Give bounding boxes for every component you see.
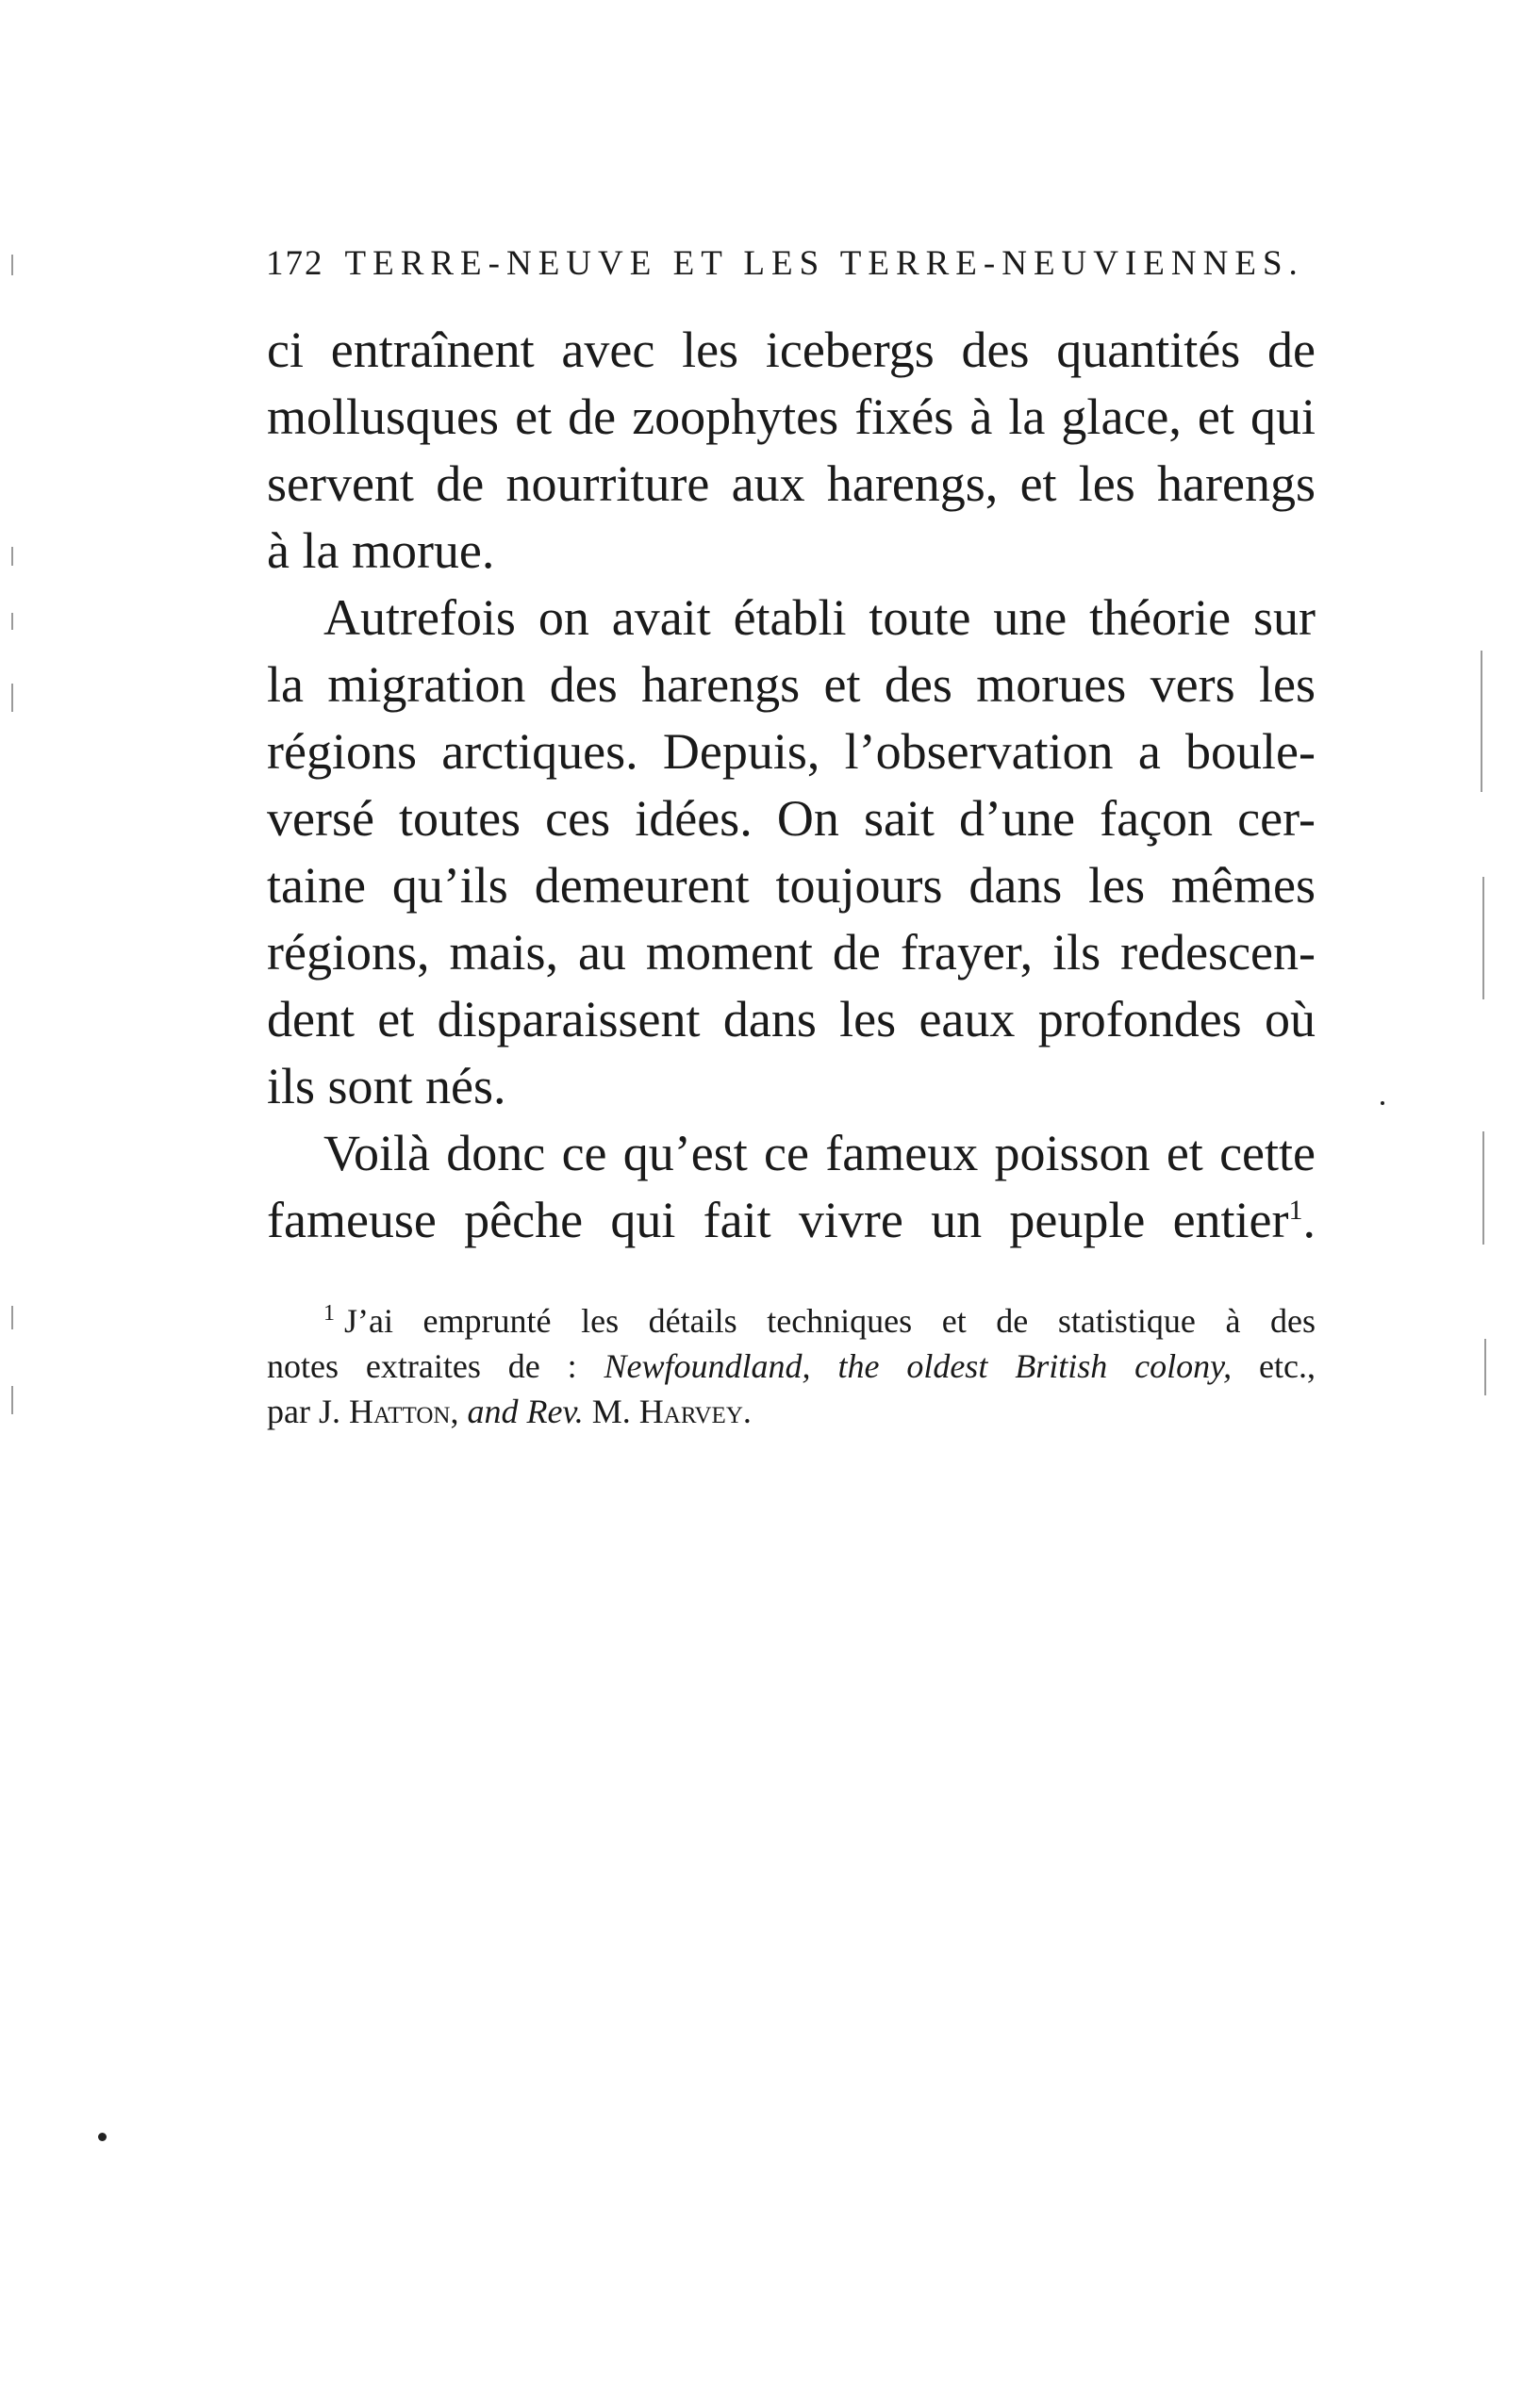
text-line: régions, mais, au moment de frayer, ils redescen- bbox=[267, 924, 1316, 981]
page-number: 172 bbox=[266, 244, 324, 283]
scan-margin-mark bbox=[1482, 877, 1484, 999]
scan-margin-mark bbox=[11, 547, 13, 566]
footnote-text: etc., bbox=[1259, 1347, 1316, 1385]
text-line: Voilà donc ce qu’est ce fameux poisson et cette bbox=[323, 1125, 1316, 1181]
text-line: mollusques et de zoophytes fixés à la glace, et qui bbox=[267, 388, 1316, 445]
footnote-line bbox=[267, 1344, 1316, 1389]
footnote-title: Newfoundland, the oldest British colony, bbox=[604, 1347, 1233, 1385]
text-line: ils sont nés. bbox=[267, 1058, 506, 1114]
text-line: à la morue. bbox=[267, 522, 495, 579]
footnote-marker: 1 bbox=[323, 1301, 335, 1326]
text-line: régions arctiques. Depuis, l’observation a boule- bbox=[267, 723, 1316, 780]
scan-margin-mark bbox=[1481, 651, 1482, 792]
footnote-text: par J. bbox=[267, 1393, 340, 1430]
scan-margin-mark bbox=[11, 1386, 13, 1414]
text-line: taine qu’ils demeurent toujours dans les mêmes bbox=[267, 857, 1316, 914]
running-head bbox=[266, 243, 1322, 284]
text-fragment: fameuse pêche qui fait vivre un peuple entier bbox=[267, 1192, 1289, 1248]
footnote-line bbox=[267, 1298, 1316, 1344]
author-name: Hatton bbox=[348, 1393, 451, 1430]
footnote bbox=[267, 1298, 1316, 1434]
footnote-text: and Rev. bbox=[467, 1393, 584, 1430]
footnote-text: . bbox=[742, 1393, 752, 1430]
text-line: servent de nourriture aux harengs, et les harengs bbox=[267, 455, 1316, 512]
scan-margin-mark bbox=[11, 684, 13, 712]
scan-margin-mark bbox=[11, 255, 13, 275]
scan-margin-mark bbox=[1482, 1131, 1484, 1245]
scan-margin-mark bbox=[11, 1306, 13, 1329]
author-name: Harvey bbox=[638, 1393, 743, 1430]
running-title: TERRE-NEUVE ET LES TERRE-NEUVIENNES. bbox=[344, 244, 1304, 283]
footnote-text: notes extraites de : bbox=[267, 1347, 577, 1385]
text-line bbox=[267, 1187, 1316, 1254]
text-line: dent et disparaissent dans les eaux profondes où bbox=[267, 991, 1316, 1047]
scan-margin-mark bbox=[11, 613, 13, 630]
scan-speck bbox=[1381, 1101, 1384, 1105]
scan-speck bbox=[98, 2133, 107, 2141]
text-line: versé toutes ces idées. On sait d’une façon cer- bbox=[267, 790, 1316, 847]
footnote-text: J’ai emprunté les détails techniques et de statistique à des bbox=[344, 1302, 1316, 1340]
text-fragment: . bbox=[1302, 1192, 1316, 1248]
text-line: ci entraînent avec les icebergs des quantités de bbox=[267, 322, 1316, 378]
footnote-text: M. bbox=[591, 1393, 631, 1430]
main-text bbox=[267, 317, 1316, 1254]
text-line: Autrefois on avait établi toute une théorie sur bbox=[323, 589, 1316, 646]
text-line: la migration des harengs et des morues vers les bbox=[267, 656, 1316, 713]
footnote-line: par J. Hatton, and Rev. M. Harvey. bbox=[267, 1393, 752, 1430]
footnote-reference: 1 bbox=[1288, 1195, 1303, 1226]
scan-margin-mark bbox=[1484, 1339, 1486, 1395]
